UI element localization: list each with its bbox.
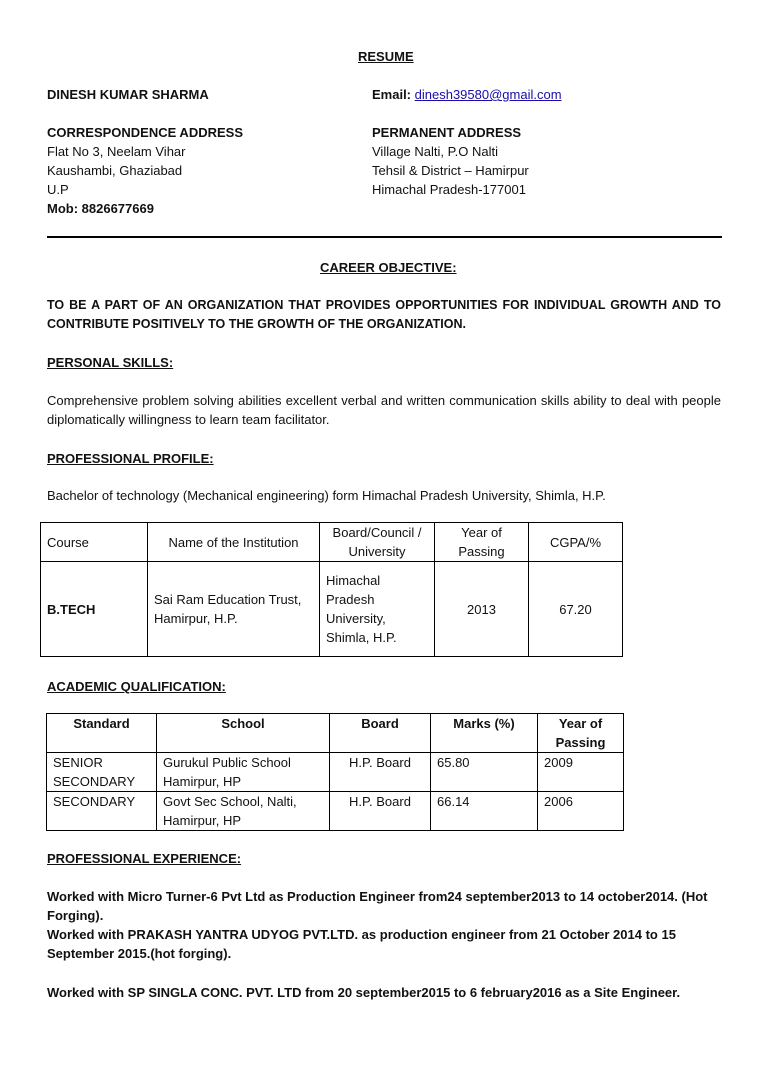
table-cell: 65.80	[431, 753, 538, 792]
table-cell: Himachal Pradesh University, Shimla, H.P.	[320, 562, 435, 657]
table-header-cell: Year of Passing	[435, 523, 529, 562]
table-cell: H.P. Board	[330, 792, 431, 831]
personal-skills-text: Comprehensive problem solving abilities excellent verbal and written communication skills ability to deal with people diplomatically willingness to learn team facilitator.	[47, 393, 721, 427]
table-header-row	[41, 523, 623, 562]
table-header-cell: CGPA/%	[529, 523, 623, 562]
email-line	[372, 85, 562, 104]
table-header-cell: Board/Council / University	[320, 523, 435, 562]
correspondence-line: Kaushambi, Ghaziabad	[47, 163, 183, 178]
table-cell: 2009	[538, 753, 624, 792]
professional-profile-heading: PROFESSIONAL PROFILE:	[47, 451, 214, 466]
permanent-address	[372, 123, 529, 199]
permanent-line: Himachal Pradesh-177001	[372, 182, 526, 197]
table-header-cell: Marks (%)	[431, 714, 538, 753]
resume-title: RESUME	[358, 49, 414, 64]
table-row	[47, 753, 624, 792]
professional-profile-text: Bachelor of technology (Mechanical engineering) form Himachal Pradesh University, Shimla, H.P.	[47, 488, 606, 503]
experience-item: Worked with Micro Turner-6 Pvt Ltd as Production Engineer from24 september2013 to 14 october2014. (Hot Forging).	[47, 889, 708, 923]
correspondence-heading: CORRESPONDENCE ADDRESS	[47, 125, 243, 140]
academic-heading: ACADEMIC QUALIFICATION:	[47, 679, 226, 694]
email-link[interactable]: dinesh39580@gmail.com	[414, 87, 562, 102]
table-header-cell: Year of Passing	[538, 714, 624, 753]
table-cell: 67.20	[529, 562, 623, 657]
experience-item: Worked with PRAKASH YANTRA UDYOG PVT.LTD. as production engineer from 21 October 2014 to 15 September 2015.(hot forging).	[47, 927, 676, 961]
experience-item: Worked with SP SINGLA CONC. PVT. LTD from 20 september2015 to 6 february2016 as a Site Engineer.	[47, 985, 681, 1000]
table-cell: Sai Ram Education Trust, Hamirpur, H.P.	[148, 562, 320, 657]
table-header-row	[47, 714, 624, 753]
permanent-heading: PERMANENT ADDRESS	[372, 125, 522, 140]
permanent-line: Village Nalti, P.O Nalti	[372, 144, 498, 159]
career-objective-heading: CAREER OBJECTIVE:	[320, 260, 457, 275]
correspondence-line: U.P	[47, 182, 69, 197]
email-label: Email:	[372, 87, 412, 102]
table-header-cell: Course	[41, 523, 148, 562]
table-header-cell: School	[157, 714, 330, 753]
table-cell: 2013	[435, 562, 529, 657]
table-cell: H.P. Board	[330, 753, 431, 792]
table-header-cell: Standard	[47, 714, 157, 753]
table-cell: B.TECH	[41, 562, 148, 657]
table-cell: Govt Sec School, Nalti, Hamirpur, HP	[157, 792, 330, 831]
correspondence-address	[47, 123, 243, 218]
table-cell: SENIOR SECONDARY	[47, 753, 157, 792]
table-header-cell: Name of the Institution	[148, 523, 320, 562]
permanent-line: Tehsil & District – Hamirpur	[372, 163, 529, 178]
correspondence-line: Flat No 3, Neelam Vihar	[47, 144, 186, 159]
candidate-name: DINESH KUMAR SHARMA	[47, 87, 209, 102]
table-header-cell: Board	[330, 714, 431, 753]
profile-table	[40, 522, 623, 657]
experience-heading: PROFESSIONAL EXPERIENCE:	[47, 851, 242, 866]
academic-table	[46, 713, 624, 831]
table-row	[41, 562, 623, 657]
table-cell: 2006	[538, 792, 624, 831]
mobile-number: Mob: 8826677669	[47, 201, 154, 216]
career-objective-text: TO BE A PART OF AN ORGANIZATION THAT PROVIDES OPPORTUNITIES FOR INDIVIDUAL GROWTH AND TO CONTRIBUTE POSITIVELY TO THE GROWTH OF THE ORGANIZATION.	[47, 298, 721, 331]
header-divider	[47, 236, 722, 238]
table-row	[47, 792, 624, 831]
table-cell: 66.14	[431, 792, 538, 831]
table-cell: SECONDARY	[47, 792, 157, 831]
table-cell: Gurukul Public School Hamirpur, HP	[157, 753, 330, 792]
personal-skills-heading: PERSONAL SKILLS:	[47, 355, 174, 370]
